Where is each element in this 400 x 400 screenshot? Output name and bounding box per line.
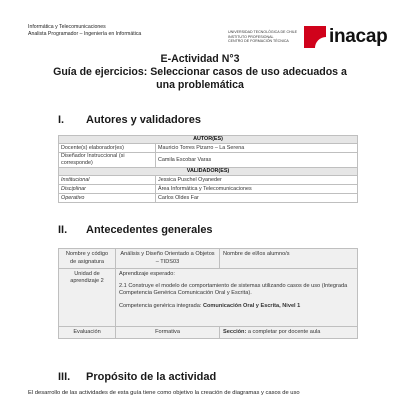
header-area-line1: Informática y Telecomunicaciones <box>28 24 106 30</box>
univ-name: UNIVERSIDAD TECNOLÓGICA DE CHILE <box>228 30 298 35</box>
section-heading-antecedentes <box>58 224 213 236</box>
header-area-text <box>28 24 141 38</box>
title-line3: una problemática <box>156 79 244 91</box>
institution-names <box>228 30 300 44</box>
validators-row-value: Área Informática y Telecomunicaciones <box>156 185 358 194</box>
section-cell <box>220 327 358 339</box>
students-label: Nombre de el/los alumno/s <box>220 249 358 269</box>
section-label: Sección: <box>223 329 247 335</box>
generic-competence-label: Competencia genérica integrada: <box>119 302 203 309</box>
cft-name: CENTRO DE FORMACIÓN TÉCNICA <box>228 39 289 44</box>
generic-competence <box>119 303 354 310</box>
subject-label: Nombre y código de asignatura <box>59 249 116 269</box>
validators-row-value: Carlos Oldes Far <box>156 194 358 203</box>
institution-branding <box>228 26 387 48</box>
authors-table <box>58 135 358 203</box>
subject-value: Análisis y Diseño Orientado a Objetos – TIDS03 <box>116 249 220 269</box>
purpose-paragraph: El desarrollo de las actividades de esta guía tiene como objetivo la creación de diagramas y casos de uso <box>28 390 300 396</box>
section-title: Antecedentes generales <box>86 224 213 236</box>
validators-row-label: Operativo <box>59 194 156 203</box>
inacap-wordmark: inacap <box>329 26 388 47</box>
section-heading-purpose <box>58 371 216 383</box>
validators-row-label: Institucional <box>59 176 156 185</box>
institute-name: INSTITUTO PROFESIONAL <box>228 34 274 39</box>
section-title: Autores y validadores <box>86 114 201 126</box>
section-number: II. <box>58 224 68 236</box>
evaluation-label: Evaluación <box>59 327 116 339</box>
authors-row-value: Mauricio Torres Pizarro – La Serena <box>156 144 358 153</box>
section-title: Propósito de la actividad <box>86 371 217 383</box>
document-header <box>0 0 400 48</box>
evaluation-value: Formativa <box>116 327 220 339</box>
authors-header: AUTOR(ES) <box>59 136 358 144</box>
unit-label: Unidad de aprendizaje 2 <box>59 269 116 327</box>
title-line1: E-Actividad N°3 <box>160 53 240 65</box>
section-heading-authors <box>58 114 201 126</box>
authors-row-label: Docente(s) elaborador(es) <box>59 144 156 153</box>
authors-row-value: Camila Escobar Varas <box>156 153 358 168</box>
validators-header: VALIDADOR(ES) <box>59 168 358 176</box>
learning-outcome-text: 2.1 Construye el modelo de comportamiento de sistemas utilizando casos de uso (Integrada Competencia Genérica Comunicación Oral y Escrita). <box>119 283 348 297</box>
section-number: I. <box>58 114 65 126</box>
learning-outcome-cell <box>116 269 358 327</box>
validators-row-value: Jessica Puschel Oyaneder <box>156 176 358 185</box>
authors-row-label: Diseñador Instruccional (si corresponde) <box>59 153 156 168</box>
learning-outcome-heading: Aprendizaje esperado: <box>119 271 175 277</box>
title-line2: Guía de ejercicios: Seleccionar casos de uso adecuados a <box>53 66 347 78</box>
section-hint: a completar por docente aula <box>246 329 321 335</box>
inacap-logo-icon <box>304 26 326 48</box>
generic-competence-value: Comunicación Oral y Escrita, Nivel 1 <box>202 302 301 309</box>
document-title <box>30 53 370 92</box>
antecedentes-table <box>58 248 358 339</box>
section-number: III. <box>58 371 71 383</box>
validators-row-label: Disciplinar <box>59 185 156 194</box>
header-area-line2: Analista Programador – Ingeniería en Informática <box>28 31 142 37</box>
